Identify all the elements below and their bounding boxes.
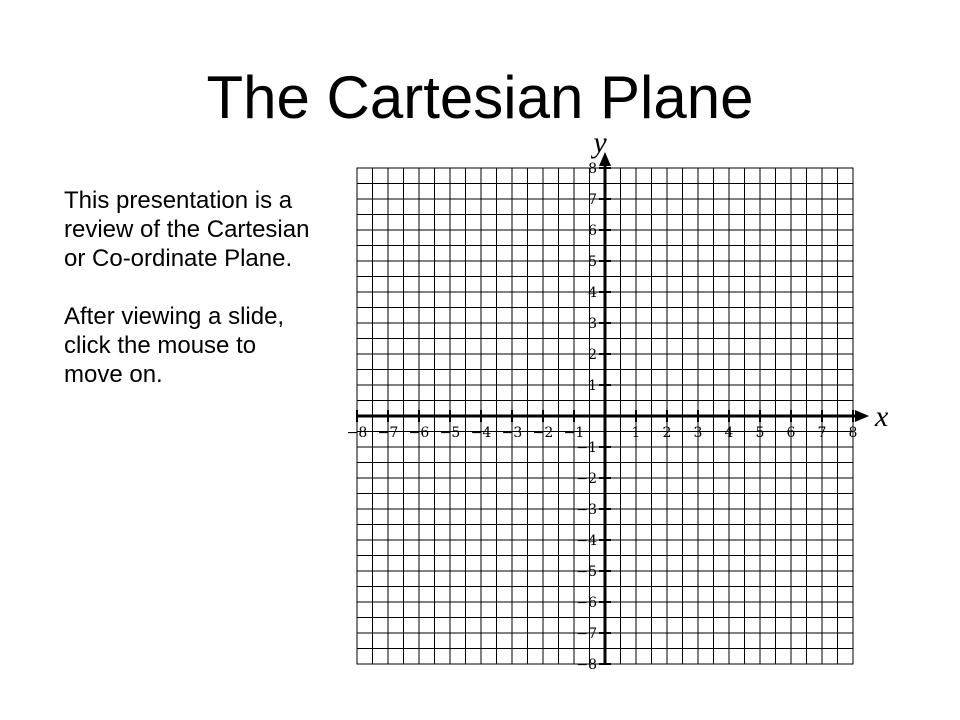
y-tick-label: −3 <box>576 502 597 518</box>
y-tick-label: 4 <box>588 285 597 301</box>
y-tick-label: −5 <box>576 564 597 580</box>
y-tick-label: −8 <box>576 657 597 673</box>
y-tick-label: 1 <box>588 378 597 394</box>
x-tick-label: 6 <box>786 425 796 441</box>
y-tick-label: −4 <box>576 533 597 549</box>
x-tick-label: −5 <box>439 425 461 441</box>
y-tick-label: 6 <box>588 223 597 239</box>
x-tick-label: −4 <box>470 425 492 441</box>
instruction-paragraph: After viewing a slide, click the mouse to move on. <box>64 303 285 388</box>
y-tick-label: 5 <box>588 254 597 270</box>
y-tick-label: 2 <box>588 347 597 363</box>
x-axis-label: x <box>875 400 889 433</box>
x-tick-label: −7 <box>377 425 399 441</box>
x-tick-label: −1 <box>563 425 585 441</box>
axes <box>357 152 869 664</box>
x-tick-label: 8 <box>848 425 858 441</box>
x-tick-label: −3 <box>501 425 523 441</box>
x-tick-label: −6 <box>408 425 430 441</box>
y-tick-label: −6 <box>576 595 597 611</box>
y-tick-label: −2 <box>576 471 597 487</box>
slide-title: The Cartesian Plane <box>206 64 754 131</box>
x-tick-label: −2 <box>532 425 554 441</box>
intro-paragraph: This presentation is a review of the Cartesian or Co-ordinate Plane. <box>64 187 310 272</box>
y-tick-label: 7 <box>588 192 597 208</box>
x-axis-arrowhead <box>855 410 869 422</box>
x-tick-label: −8 <box>346 425 368 441</box>
y-axis-label: y <box>593 126 607 159</box>
x-tick-label: 3 <box>693 425 703 441</box>
cartesian-plane <box>340 125 960 720</box>
y-tick-label: −7 <box>576 626 597 642</box>
y-tick-label: 8 <box>588 161 597 177</box>
x-tick-label: 7 <box>817 425 827 441</box>
x-tick-label: 5 <box>755 425 765 441</box>
x-tick-label: 2 <box>662 425 672 441</box>
y-tick-label: −1 <box>576 440 597 456</box>
x-tick-label: 1 <box>631 425 641 441</box>
slide-body-text <box>64 186 312 389</box>
x-tick-label: 4 <box>724 425 734 441</box>
y-tick-label: 3 <box>588 316 597 332</box>
